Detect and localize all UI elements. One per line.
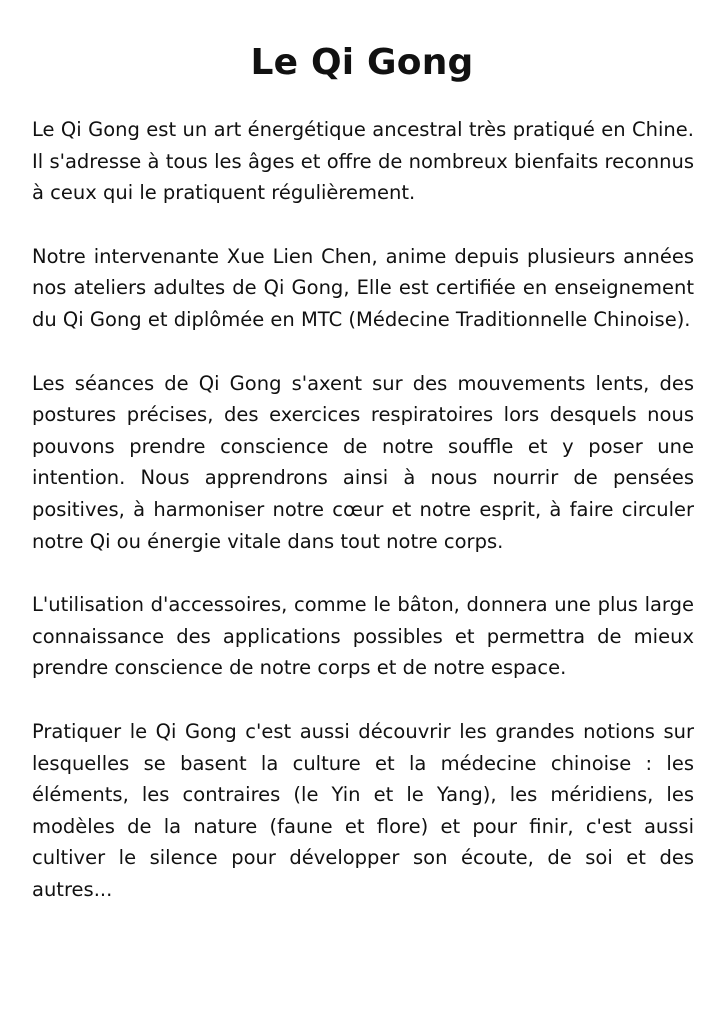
paragraph-instructor: Notre intervenante Xue Lien Chen, anime depuis plusieurs années nos ateliers adultes de Qi Gong, Elle est certifiée en enseignement du Qi Gong et diplômée en MTC (Médecine Traditionnelle Chinoise). [32,244,694,331]
document-body [32,114,694,905]
paragraph-sessions: Les séances de Qi Gong s'axent sur des mouvements lents, des postures précises, des exercices respiratoires lors desquels nous pouvons prendre conscience de notre souffle et y poser une intention. Nous apprendrons ainsi à nous nourrir de pensées positives, à harmoniser notre cœur et notre esprit, à faire circuler notre Qi ou énergie vitale dans tout notre corps. [32,371,694,553]
paragraph-notions: Pratiquer le Qi Gong c'est aussi découvrir les grandes notions sur lesquelles se basent la culture et la médecine chinoise : les éléments, les contraires (le Yin et le Yang), les méridiens, les modèles de la nature (faune et flore) et pour finir, c'est aussi cultiver le silence pour développer son écoute, de soi et des autres... [32,719,694,901]
paragraph-accessories: L'utilisation d'accessoires, comme le bâton, donnera une plus large connaissance des applications possibles et permettra de mieux prendre conscience de notre corps et de notre espace. [32,593,694,680]
paragraph-intro: Le Qi Gong est un art énergétique ancestral très pratiqué en Chine. Il s'adresse à tous les âges et offre de nombreux bienfaits reconnus à ceux qui le pratiquent régulièrement. [32,118,694,205]
page-title: Le Qi Gong [250,42,474,83]
